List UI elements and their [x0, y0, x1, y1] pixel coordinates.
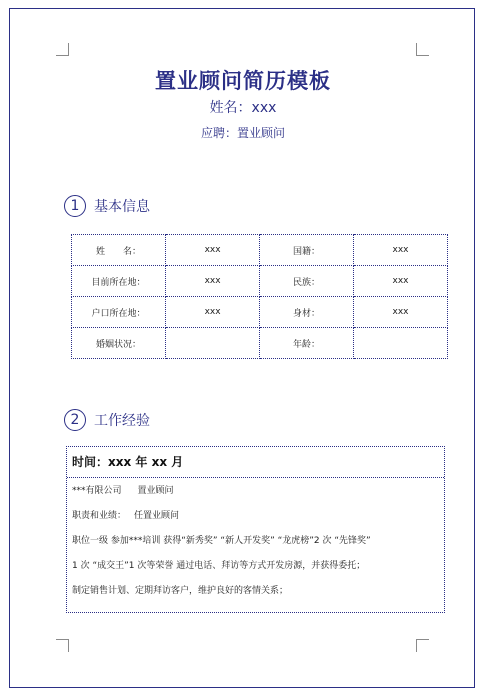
resume-page — [9, 8, 475, 688]
work-company-line — [72, 484, 444, 509]
table-row — [72, 297, 448, 328]
table-cell-value — [166, 328, 260, 359]
table-cell-label: 民族： — [260, 266, 354, 297]
work-duties-line — [72, 509, 444, 534]
table-cell-value: xxx — [354, 266, 448, 297]
table-cell-value: xxx — [166, 297, 260, 328]
crop-mark-top-left — [56, 43, 69, 56]
work-time-heading: 时间：xxx 年 xx 月 — [67, 447, 444, 478]
crop-mark-bottom-left — [56, 639, 69, 652]
applied-position: 应聘：置业顾问 — [200, 126, 285, 140]
section-number-circle: 1 — [64, 195, 86, 217]
duties-value: 任置业顾问 — [134, 511, 180, 521]
table-cell-label: 户口所在地： — [72, 297, 166, 328]
duties-label: 职责和业绩： — [72, 511, 127, 521]
table-cell-label: 年龄： — [260, 328, 354, 359]
table-cell-label: 国籍： — [260, 235, 354, 266]
work-detail-line: 职位一级 参加***培训 获得“新秀奖” “新人开发奖” “龙虎榜”2 次 “先锋奖” — [72, 536, 371, 546]
work-details — [67, 478, 444, 609]
table-cell-value: xxx — [166, 235, 260, 266]
section-basic-info-heading — [64, 195, 150, 217]
basic-info-table — [71, 234, 448, 359]
table-cell-label: 姓 名： — [72, 235, 166, 266]
table-row — [72, 328, 448, 359]
section-label: 基本信息 — [94, 199, 150, 215]
work-experience-box — [66, 446, 445, 613]
work-detail-line: 制定销售计划、定期拜访客户，维护良好的客情关系； — [72, 586, 289, 596]
company-name: ***有限公司 — [72, 486, 122, 496]
table-cell-value — [354, 328, 448, 359]
table-cell-value: xxx — [166, 266, 260, 297]
job-position: 置业顾问 — [137, 486, 174, 496]
crop-mark-bottom-right — [416, 639, 429, 652]
table-cell-label: 婚姻状况： — [72, 328, 166, 359]
section-label: 工作经验 — [94, 413, 150, 429]
section-work-experience-heading — [64, 409, 150, 431]
table-cell-label: 目前所在地： — [72, 266, 166, 297]
document-title: 置业顾问简历模板 — [155, 69, 331, 93]
section-number-circle: 2 — [64, 409, 86, 431]
table-cell-value: xxx — [354, 297, 448, 328]
table-row — [72, 235, 448, 266]
table-cell-label: 身材： — [260, 297, 354, 328]
applicant-name: 姓名：xxx — [209, 100, 277, 116]
work-detail-line: 1 次 “成交王”1 次等荣誉 通过电话、拜访等方式开发房源，并获得委托； — [72, 561, 366, 571]
table-cell-value: xxx — [354, 235, 448, 266]
crop-mark-top-right — [416, 43, 429, 56]
table-row — [72, 266, 448, 297]
